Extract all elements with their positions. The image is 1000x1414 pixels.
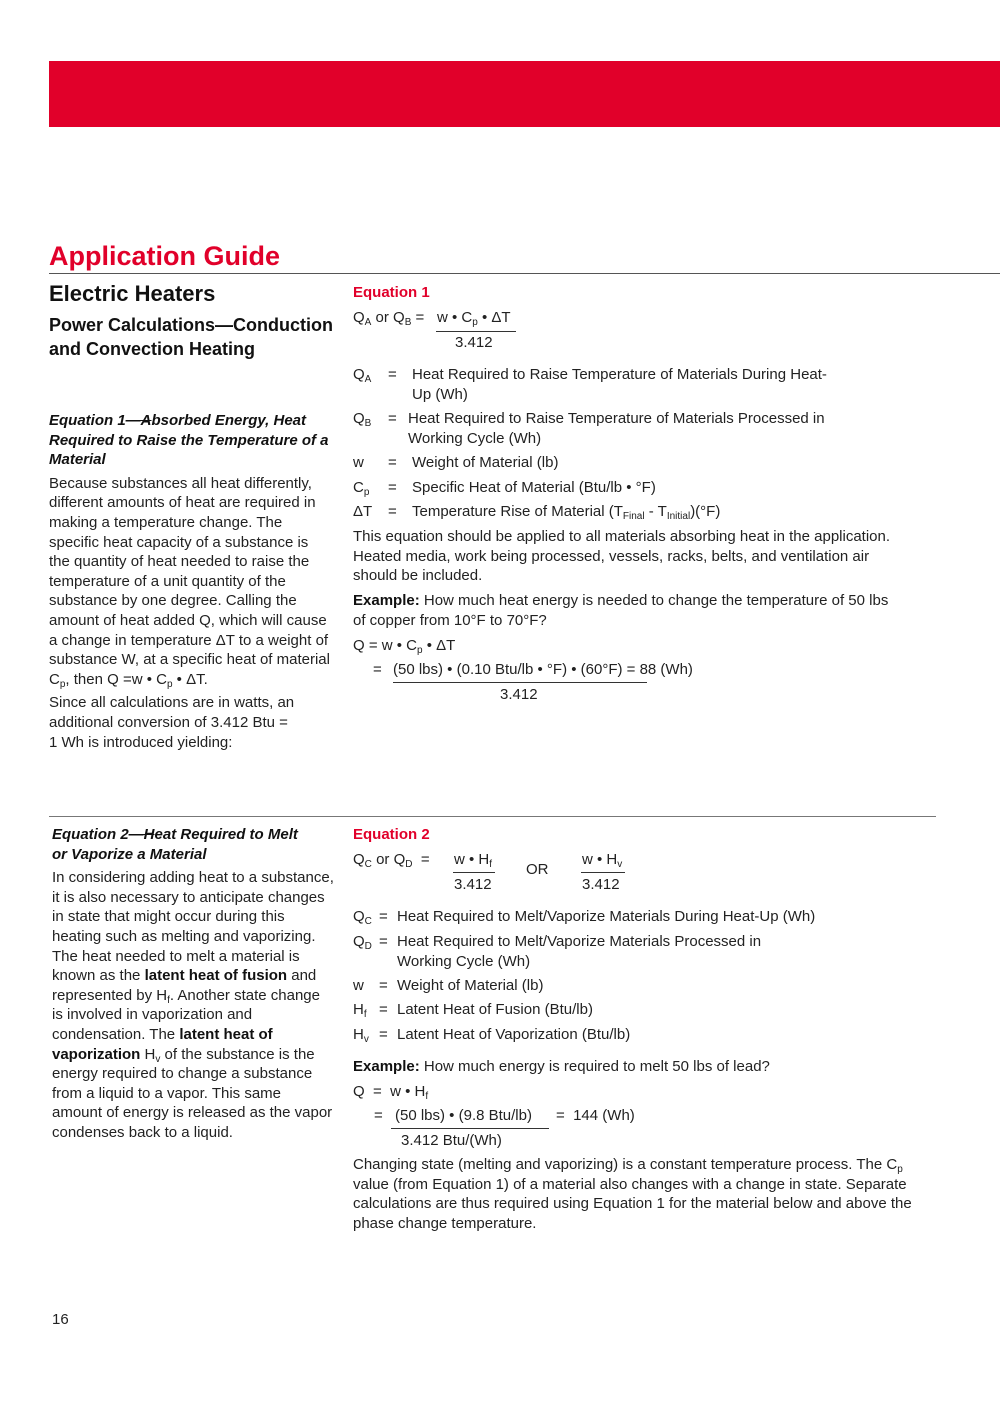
equation1-def-cp: $C_p$ = Specific Heat of Material (Btu/lb • °F) [353, 479, 656, 498]
equation2-frac2-bar [581, 872, 625, 873]
page-number: 16 [52, 1311, 69, 1328]
equation1-def-w: w = Weight of Material (lb) [353, 454, 559, 471]
topic-title: Power Calculations—Conduction and Convection Heating [49, 315, 334, 359]
equation2-or: OR [526, 861, 549, 878]
equation1-def-qa: $Q_A$ = Heat Required to Raise Temperature of Materials During Heat-Up (Wh) [353, 366, 827, 403]
title-rule [49, 273, 1000, 274]
equation1-calc-denominator: 3.412 [500, 686, 538, 703]
equation2-block [353, 825, 943, 1245]
section1-para1: Because substances all heat differently, different amounts of heat are required in making a temperature change. The specific heat capacity of a substance is the quantity of heat needed to raise the temperature of a unit quantity of the substance by one degree. Calling the amount of heat added Q, which will cause a change in temperature ΔT to a weight of substance W, at a specific heat of material $C_p$, then Q =w • $C_p$ • ΔT. [49, 474, 330, 690]
equation2-def-hv: $H_v$ = Latent Heat of Vaporization (Btu/lb) [353, 1026, 631, 1045]
section-divider [49, 816, 936, 817]
section1-para2: Since all calculations are in watts, an additional conversion of 3.412 Btu = 1 Wh is introduced yielding: [49, 694, 295, 751]
equation2-calc-result: = 144 (Wh) [556, 1107, 635, 1124]
section-title: Application Guide [49, 241, 281, 271]
equation1-calc-bar [393, 682, 647, 683]
equation2-label: Equation 2 [353, 826, 430, 843]
equation1-numerator: w • $C_p$ • ΔT [437, 309, 511, 328]
equation1-calc-eq: = [373, 661, 382, 678]
section2-para: In considering adding heat to a substance, it is also necessary to anticipate changes in state that might occur during this heating such as melting and vaporizing. The heat needed to melt a material is known as the latent heat of fusion and represented by $H_f$. Another state change is involved in vaporization and condensation. The latent heat of vaporization $H_v$ of the substance is the energy required to change a substance from a liquid to a vapor. This same amount of energy is released as the vapor condenses back to a liquid. [52, 869, 334, 1141]
equation2-lhs: $Q_C$ or $Q_D$ = [353, 851, 430, 870]
equation2-def-w: w = Weight of Material (lb) [353, 977, 544, 994]
section1-subhead: Equation 1—Absorbed Energy, Heat Required to Raise the Temperature of a Material [49, 412, 329, 469]
top-banner [49, 61, 1000, 127]
equation1-example: Example: How much heat energy is needed to change the temperature of 50 lbs of copper from 10°F to 70°F? [353, 592, 889, 629]
section2-text [52, 825, 334, 1147]
equation2-calc-line1: Q = w • $H_f$ [353, 1083, 429, 1102]
equation2-frac1-numerator: w • $H_f$ [454, 851, 493, 870]
equation2-def-hf: $H_f$ = Latent Heat of Fusion (Btu/lb) [353, 1001, 593, 1020]
equation1-label: Equation 1 [353, 284, 430, 301]
equation2-def-qd: $Q_D$ = Heat Required to Melt/Vaporize Materials Processed in Working Cycle (Wh) [353, 933, 762, 970]
equation1-note: This equation should be applied to all materials absorbing heat in the application. Heated media, work being processed, vessels, racks, belts, and ventilation air should be included. [353, 528, 891, 585]
equation1-def-dt: ΔT = Temperature Rise of Material $(T_{Final} - T_{Initial})(^\circ F)$ [353, 503, 721, 522]
equation1-denominator: 3.412 [455, 334, 493, 351]
equation2-calc-bar [391, 1128, 549, 1129]
equation2-calc-denominator: 3.412 Btu/(Wh) [401, 1132, 502, 1149]
equation2-frac2-denominator: 3.412 [582, 876, 620, 893]
equation2-def-qc: $Q_C$ = Heat Required to Melt/Vaporize Materials During Heat-Up (Wh) [353, 908, 816, 927]
equation1-def-qb: $Q_B$ = Heat Required to Raise Temperature of Materials Processed in Working Cycle (Wh) [353, 410, 825, 447]
equation1-lhs: $Q_A$ or $Q_B$ = [353, 309, 425, 328]
equation1-fraction-bar [436, 331, 516, 332]
equation1-calc-numerator: (50 lbs) • (0.10 Btu/lb • °F) • (60°F) = 88 (Wh) [393, 661, 693, 678]
equation1-block [353, 283, 953, 703]
section2-subhead: Equation 2—Heat Required to Melt or Vaporize a Material [52, 826, 298, 863]
equation1-calc-line1: Q = w • $C_p$ • ΔT [353, 637, 456, 656]
equation2-frac2-numerator: w • $H_v$ [582, 851, 623, 870]
equation2-frac1-bar [453, 872, 495, 873]
product-title: Electric Heaters [49, 281, 216, 306]
equation2-closing: Changing state (melting and vaporizing) is a constant temperature process. The $C_p$ value (from Equation 1) of a material also changes with a change in state. Separate calculations are thus required using Equation 1 for the material below and above the phase change temperature. [353, 1156, 912, 1232]
equation2-frac1-denominator: 3.412 [454, 876, 492, 893]
equation2-calc-eq: = [374, 1107, 383, 1124]
section1-text [49, 411, 331, 756]
equation2-example: Example: How much energy is required to melt 50 lbs of lead? [353, 1058, 770, 1075]
equation2-calc-numerator: (50 lbs) • (9.8 Btu/lb) [395, 1107, 532, 1124]
